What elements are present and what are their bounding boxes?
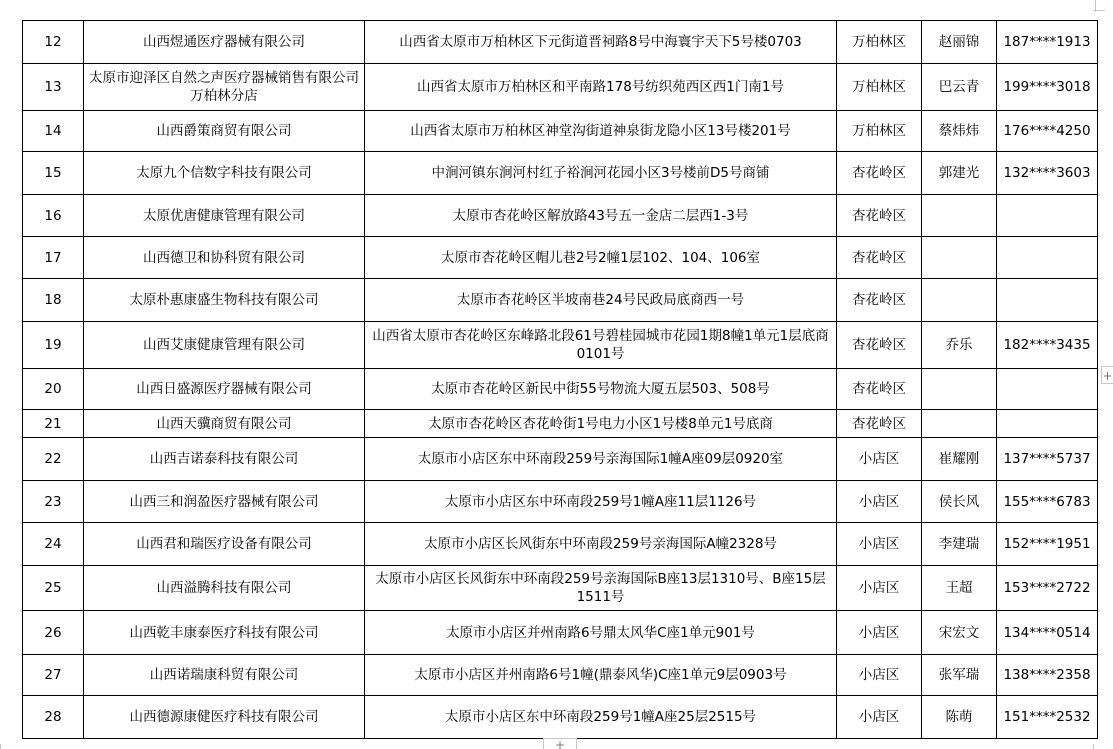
address-cell[interactable]: 太原市小店区长风街东中环南段259号亲海国际A幢2328号 xyxy=(365,523,837,566)
row-number-cell[interactable]: 27 xyxy=(23,655,84,696)
phone-cell[interactable]: 176****4250 xyxy=(997,111,1098,152)
row-number-cell[interactable]: 12 xyxy=(23,21,84,64)
company-name-cell[interactable]: 山西日盛源医疗器械有限公司 xyxy=(84,369,365,410)
district-cell[interactable]: 万柏林区 xyxy=(837,64,922,111)
district-cell[interactable]: 杏花岭区 xyxy=(837,195,922,237)
contact-cell[interactable]: 郭建光 xyxy=(922,152,997,195)
address-cell[interactable]: 中涧河镇东涧河村红子裕涧河花园小区3号楼前D5号商铺 xyxy=(365,152,837,195)
company-name-cell[interactable]: 太原市迎泽区自然之声医疗器械销售有限公司万柏林分店 xyxy=(84,64,365,111)
company-name-cell[interactable]: 山西天骥商贸有限公司 xyxy=(84,410,365,438)
add-column-button[interactable]: + xyxy=(1101,366,1113,384)
company-name-cell[interactable]: 山西艾康健康管理有限公司 xyxy=(84,322,365,369)
company-name-cell[interactable]: 太原优唐健康管理有限公司 xyxy=(84,195,365,237)
table-row xyxy=(23,195,1098,237)
district-cell[interactable]: 小店区 xyxy=(837,523,922,566)
company-name-cell[interactable]: 山西乾丰康泰医疗科技有限公司 xyxy=(84,611,365,655)
phone-cell[interactable] xyxy=(997,410,1098,438)
phone-cell[interactable]: 182****3435 xyxy=(997,322,1098,369)
contact-cell[interactable]: 乔乐 xyxy=(922,322,997,369)
address-cell[interactable]: 山西省太原市万柏林区神堂沟街道神泉街龙隐小区13号楼201号 xyxy=(365,111,837,152)
table-row xyxy=(23,438,1098,481)
table-row xyxy=(23,696,1098,739)
contact-cell[interactable] xyxy=(922,195,997,237)
contact-cell[interactable]: 王超 xyxy=(922,566,997,611)
phone-cell[interactable]: 138****2358 xyxy=(997,655,1098,696)
company-name-cell[interactable]: 太原九个信数字科技有限公司 xyxy=(84,152,365,195)
district-cell[interactable]: 杏花岭区 xyxy=(837,279,922,322)
add-row-button[interactable]: + xyxy=(543,738,577,749)
address-cell[interactable]: 太原市小店区东中环南段259号亲海国际1幢A座09层0920室 xyxy=(365,438,837,481)
row-number-cell[interactable]: 22 xyxy=(23,438,84,481)
row-number-cell[interactable]: 16 xyxy=(23,195,84,237)
address-cell[interactable]: 山西省太原市万柏林区下元街道晋祠路8号中海寰宇天下5号楼0703 xyxy=(365,21,837,64)
district-cell[interactable]: 万柏林区 xyxy=(837,21,922,64)
district-cell[interactable]: 杏花岭区 xyxy=(837,322,922,369)
table-row xyxy=(23,369,1098,410)
row-number-cell[interactable]: 28 xyxy=(23,696,84,739)
contact-cell[interactable]: 侯长风 xyxy=(922,481,997,523)
phone-cell[interactable] xyxy=(997,237,1098,279)
address-cell[interactable]: 太原市小店区东中环南段259号1幢A座25层2515号 xyxy=(365,696,837,739)
row-number-cell[interactable]: 19 xyxy=(23,322,84,369)
phone-cell[interactable] xyxy=(997,195,1098,237)
district-cell[interactable]: 杏花岭区 xyxy=(837,237,922,279)
phone-cell[interactable]: 199****3018 xyxy=(997,64,1098,111)
table-row xyxy=(23,237,1098,279)
address-cell[interactable]: 太原市小店区并州南路6号1幢(鼎泰风华)C座1单元9层0903号 xyxy=(365,655,837,696)
district-cell[interactable]: 小店区 xyxy=(837,611,922,655)
district-cell[interactable]: 小店区 xyxy=(837,438,922,481)
phone-cell[interactable]: 155****6783 xyxy=(997,481,1098,523)
contact-cell[interactable]: 蔡炜炜 xyxy=(922,111,997,152)
phone-cell[interactable]: 153****2722 xyxy=(997,566,1098,611)
district-cell[interactable]: 小店区 xyxy=(837,655,922,696)
table-row xyxy=(23,611,1098,655)
table-row xyxy=(23,279,1098,322)
row-number-cell[interactable]: 26 xyxy=(23,611,84,655)
phone-cell[interactable]: 152****1951 xyxy=(997,523,1098,566)
phone-cell[interactable] xyxy=(997,369,1098,410)
district-cell[interactable]: 小店区 xyxy=(837,566,922,611)
margin-marker xyxy=(1093,10,1105,11)
address-cell[interactable]: 太原市杏花岭区新民中街55号物流大厦五层503、508号 xyxy=(365,369,837,410)
row-number-cell[interactable]: 20 xyxy=(23,369,84,410)
contact-cell[interactable]: 赵丽锦 xyxy=(922,21,997,64)
table-row xyxy=(23,64,1098,111)
phone-cell[interactable]: 132****3603 xyxy=(997,152,1098,195)
contact-cell[interactable] xyxy=(922,279,997,322)
contact-cell[interactable]: 陈萌 xyxy=(922,696,997,739)
district-cell[interactable]: 小店区 xyxy=(837,696,922,739)
company-name-cell[interactable]: 山西德卫和协科贸有限公司 xyxy=(84,237,365,279)
row-number-cell[interactable]: 21 xyxy=(23,410,84,438)
contact-cell[interactable]: 宋宏文 xyxy=(922,611,997,655)
table-row xyxy=(23,21,1098,64)
address-cell[interactable]: 太原市杏花岭区解放路43号五一金店二层西1-3号 xyxy=(365,195,837,237)
district-cell[interactable]: 杏花岭区 xyxy=(837,369,922,410)
phone-cell[interactable] xyxy=(997,279,1098,322)
company-name-cell[interactable]: 山西君和瑞医疗设备有限公司 xyxy=(84,523,365,566)
row-number-cell[interactable]: 13 xyxy=(23,64,84,111)
company-name-cell[interactable]: 山西吉诺泰科技有限公司 xyxy=(84,438,365,481)
district-cell[interactable]: 小店区 xyxy=(837,481,922,523)
table-row xyxy=(23,410,1098,438)
contact-cell[interactable] xyxy=(922,369,997,410)
company-name-cell[interactable]: 山西三和润盈医疗器械有限公司 xyxy=(84,481,365,523)
address-cell[interactable]: 太原市小店区并州南路6号鼎太风华C座1单元901号 xyxy=(365,611,837,655)
margin-marker xyxy=(0,744,1,749)
contact-cell[interactable] xyxy=(922,410,997,438)
phone-cell[interactable]: 134****0514 xyxy=(997,611,1098,655)
address-cell[interactable]: 太原市杏花岭区杏花岭街1号电力小区1号楼8单元1号底商 xyxy=(365,410,837,438)
row-number-cell[interactable]: 24 xyxy=(23,523,84,566)
contact-cell[interactable]: 巴云青 xyxy=(922,64,997,111)
company-name-cell[interactable]: 山西德源康健医疗科技有限公司 xyxy=(84,696,365,739)
address-cell[interactable]: 太原市小店区长风街东中环南段259号亲海国际B座13层1310号、B座15层1511号 xyxy=(365,566,837,611)
company-name-cell[interactable]: 山西爵策商贸有限公司 xyxy=(84,111,365,152)
contact-cell[interactable]: 崔耀刚 xyxy=(922,438,997,481)
table-row xyxy=(23,481,1098,523)
address-cell[interactable]: 太原市小店区东中环南段259号1幢A座11层1126号 xyxy=(365,481,837,523)
district-cell[interactable]: 万柏林区 xyxy=(837,111,922,152)
row-number-cell[interactable]: 18 xyxy=(23,279,84,322)
table-row xyxy=(23,655,1098,696)
phone-cell[interactable]: 187****1913 xyxy=(997,21,1098,64)
contact-cell[interactable]: 李建瑞 xyxy=(922,523,997,566)
table-row xyxy=(23,111,1098,152)
table-row xyxy=(23,566,1098,611)
address-cell[interactable]: 太原市杏花岭区帽儿巷2号2幢1层102、104、106室 xyxy=(365,237,837,279)
phone-cell[interactable]: 137****5737 xyxy=(997,438,1098,481)
contact-cell[interactable]: 张军瑞 xyxy=(922,655,997,696)
company-name-cell[interactable]: 山西煜通医疗器械有限公司 xyxy=(84,21,365,64)
row-number-cell[interactable]: 17 xyxy=(23,237,84,279)
company-name-cell[interactable]: 太原朴惠康盛生物科技有限公司 xyxy=(84,279,365,322)
address-cell[interactable]: 太原市杏花岭区半坡南巷24号民政局底商西一号 xyxy=(365,279,837,322)
margin-marker xyxy=(1093,744,1094,749)
district-cell[interactable]: 杏花岭区 xyxy=(837,152,922,195)
phone-cell[interactable]: 151****2532 xyxy=(997,696,1098,739)
contact-cell[interactable] xyxy=(922,237,997,279)
district-cell[interactable]: 杏花岭区 xyxy=(837,410,922,438)
row-number-cell[interactable]: 14 xyxy=(23,111,84,152)
row-number-cell[interactable]: 15 xyxy=(23,152,84,195)
row-number-cell[interactable]: 25 xyxy=(23,566,84,611)
table-row xyxy=(23,152,1098,195)
company-name-cell[interactable]: 山西诺瑞康科贸有限公司 xyxy=(84,655,365,696)
row-number-cell[interactable]: 23 xyxy=(23,481,84,523)
address-cell[interactable]: 山西省太原市万柏林区和平南路178号纺织苑西区西1门南1号 xyxy=(365,64,837,111)
table-row xyxy=(23,523,1098,566)
company-name-cell[interactable]: 山西溢腾科技有限公司 xyxy=(84,566,365,611)
table-row xyxy=(23,322,1098,369)
company-table xyxy=(22,20,1098,739)
address-cell[interactable]: 山西省太原市杏花岭区东峰路北段61号碧桂园城市花园1期8幢1单元1层底商0101号 xyxy=(365,322,837,369)
